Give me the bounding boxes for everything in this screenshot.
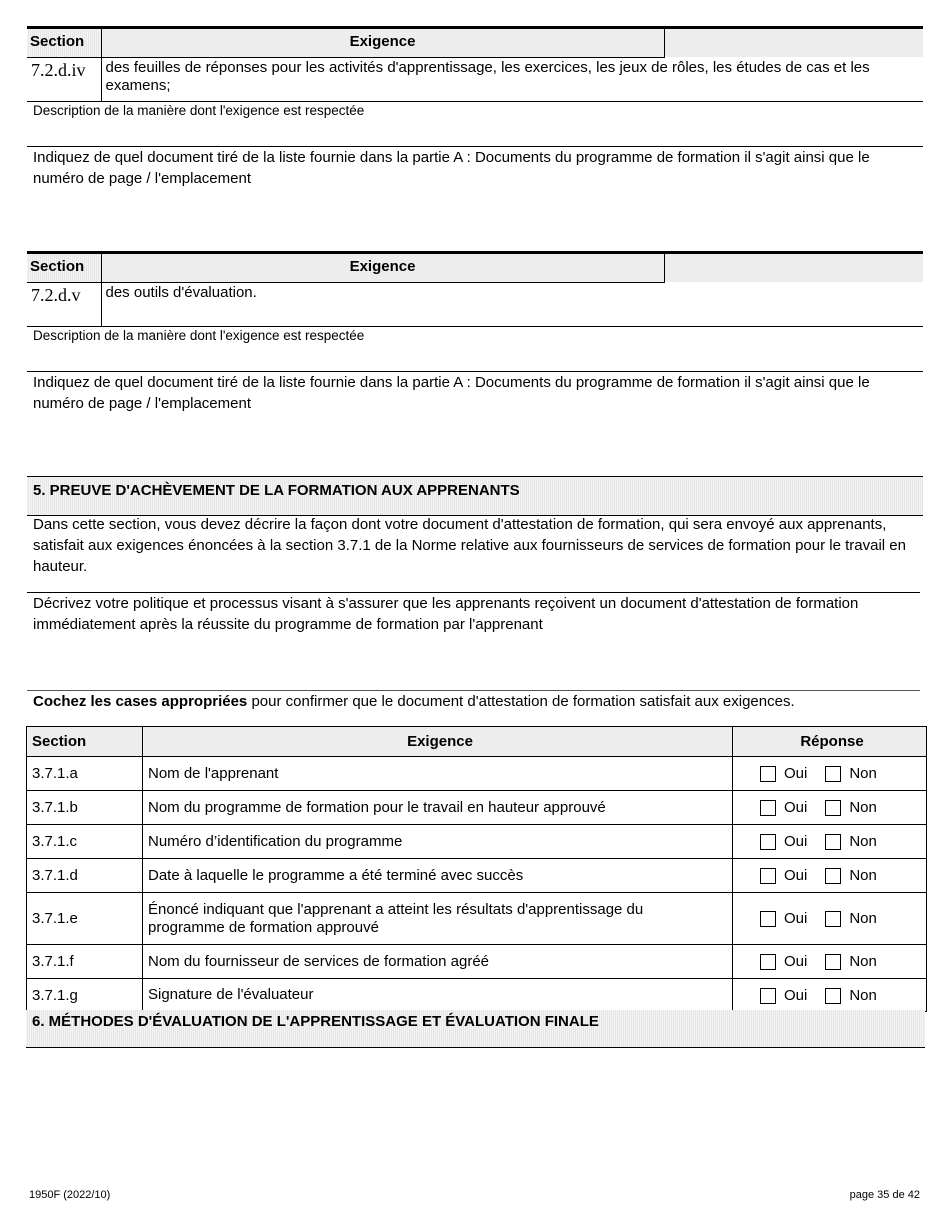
proof-requirements-table (26, 726, 927, 1012)
table-row (27, 945, 927, 979)
requirement-header-table (27, 29, 923, 101)
yes-label: Oui (784, 867, 808, 884)
yes-option (760, 867, 807, 884)
requirement-header-cell: Exigence (101, 29, 664, 57)
row-section: 3.7.1.e (27, 893, 143, 945)
no-label: Non (849, 986, 877, 1004)
no-option (825, 765, 877, 782)
section6-header (26, 1010, 925, 1048)
yes-option (760, 833, 807, 850)
no-option (825, 987, 877, 1004)
row-requirement: Date à laquelle le programme a été terminé avec succès (143, 859, 733, 893)
section-header-cell: Section (27, 254, 101, 282)
header-blank-cell (664, 254, 923, 282)
row-response (733, 979, 927, 1012)
yes-checkbox[interactable] (760, 911, 776, 927)
no-option (825, 833, 877, 850)
row-response (733, 859, 927, 893)
description-label: Description de la manière dont l'exigence est respectée (33, 103, 365, 118)
yes-checkbox[interactable] (760, 834, 776, 850)
section-number-cell (27, 282, 101, 326)
yes-checkbox[interactable] (760, 766, 776, 782)
yes-label: Oui (784, 953, 808, 970)
row-response (733, 791, 927, 825)
col-header-section: Section (27, 727, 143, 757)
yes-checkbox[interactable] (760, 988, 776, 1004)
section-number-cell (27, 57, 101, 101)
table-row (27, 757, 927, 791)
row-section: 3.7.1.b (27, 791, 143, 825)
row-section: 3.7.1.g (27, 979, 143, 1012)
table-row (27, 979, 927, 1012)
section-number: 7.2.d.iv (31, 59, 86, 80)
form-id: 1950F (2022/10) (29, 1189, 111, 1201)
no-option (825, 910, 877, 927)
row-section: 3.7.1.a (27, 757, 143, 791)
yes-label: Oui (784, 799, 808, 816)
row-section: 3.7.1.f (27, 945, 143, 979)
section-header-cell: Section (27, 29, 101, 57)
section5-header (27, 476, 923, 516)
row-requirement: Nom du programme de formation pour le travail en hauteur approuvé (143, 791, 733, 825)
row-requirement: Énoncé indiquant que l'apprenant a atteint les résultats d'apprentissage du programme de formation approuvé (143, 893, 733, 945)
yes-label: Oui (784, 910, 808, 927)
document-prompt: Indiquez de quel document tiré de la liste fournie dans la partie A : Documents du programme de formation il s'agit ainsi que le numéro de page / l'emplacement (33, 374, 870, 412)
yes-label: Oui (784, 986, 808, 1004)
no-label: Non (849, 765, 877, 782)
section5-title: 5. PREUVE D'ACHÈVEMENT DE LA FORMATION AUX APPRENANTS (33, 482, 520, 499)
no-option (825, 953, 877, 970)
table-row (27, 859, 927, 893)
no-option (825, 799, 877, 816)
requirement-text: des feuilles de réponses pour les activités d'apprentissage, les exercices, les jeux de rôles, les études de cas et les examens; (105, 58, 870, 94)
yes-checkbox[interactable] (760, 954, 776, 970)
row-response (733, 757, 927, 791)
row-requirement: Nom de l'apprenant (143, 757, 733, 791)
check-instruction: Cochez les cases appropriées pour confirmer que le document d'attestation de formation satisfait aux exigences. (33, 693, 795, 710)
yes-label: Oui (784, 765, 808, 782)
row-response (733, 825, 927, 859)
table-row (27, 791, 927, 825)
block-rule (27, 101, 923, 102)
policy-prompt: Décrivez votre politique et processus visant à s'assurer que les apprenants reçoivent un document d'attestation de formation immédiatement après la réussite du programme de formation par l'apprenant (33, 595, 859, 633)
row-response (733, 945, 927, 979)
no-checkbox[interactable] (825, 911, 841, 927)
yes-label: Oui (784, 833, 808, 850)
table-row (27, 825, 927, 859)
requirement-text-cell (101, 57, 923, 101)
no-checkbox[interactable] (825, 834, 841, 850)
yes-checkbox[interactable] (760, 868, 776, 884)
requirement-header-cell: Exigence (101, 254, 664, 282)
section-number: 7.2.d.v (31, 284, 81, 305)
section6-title: 6. MÉTHODES D'ÉVALUATION DE L'APPRENTISSAGE ET ÉVALUATION FINALE (32, 1013, 599, 1030)
requirement-header-table (27, 254, 923, 326)
col-header-response: Réponse (733, 727, 927, 757)
yes-option (760, 765, 807, 782)
yes-option (760, 910, 807, 927)
no-label: Non (849, 953, 877, 970)
header-blank-cell (664, 29, 923, 57)
no-label: Non (849, 799, 877, 816)
row-section: 3.7.1.c (27, 825, 143, 859)
row-requirement: Numéro d’identification du programme (143, 825, 733, 859)
page-number: page 35 de 42 (849, 1189, 920, 1201)
block-rule (27, 326, 923, 327)
no-option (825, 867, 877, 884)
no-checkbox[interactable] (825, 766, 841, 782)
document-prompt: Indiquez de quel document tiré de la liste fournie dans la partie A : Documents du programme de formation il s'agit ainsi que le numéro de page / l'emplacement (33, 149, 870, 187)
no-checkbox[interactable] (825, 868, 841, 884)
yes-option (760, 987, 807, 1004)
row-response (733, 893, 927, 945)
row-requirement: Signature de l'évaluateur (143, 979, 733, 1012)
row-section: 3.7.1.d (27, 859, 143, 893)
yes-option (760, 953, 807, 970)
no-label: Non (849, 833, 877, 850)
yes-option (760, 799, 807, 816)
description-label: Description de la manière dont l'exigence est respectée (33, 328, 365, 343)
no-label: Non (849, 867, 877, 884)
no-checkbox[interactable] (825, 988, 841, 1004)
yes-checkbox[interactable] (760, 800, 776, 816)
no-checkbox[interactable] (825, 954, 841, 970)
col-header-requirement: Exigence (143, 727, 733, 757)
section5-intro: Dans cette section, vous devez décrire la façon dont votre document d'attestation de formation, qui sera envoyé aux apprenants, satisfait aux exigences énoncées à la section 3.7.1 de la Norme relative aux fournisseurs de services de formation pour le travail en hauteur. (33, 516, 906, 575)
requirement-text: des outils d'évaluation. (105, 283, 257, 301)
row-requirement: Nom du fournisseur de services de formation agréé (143, 945, 733, 979)
requirement-text-cell (101, 282, 923, 326)
table-row (27, 893, 927, 945)
no-label: Non (849, 910, 877, 927)
no-checkbox[interactable] (825, 800, 841, 816)
